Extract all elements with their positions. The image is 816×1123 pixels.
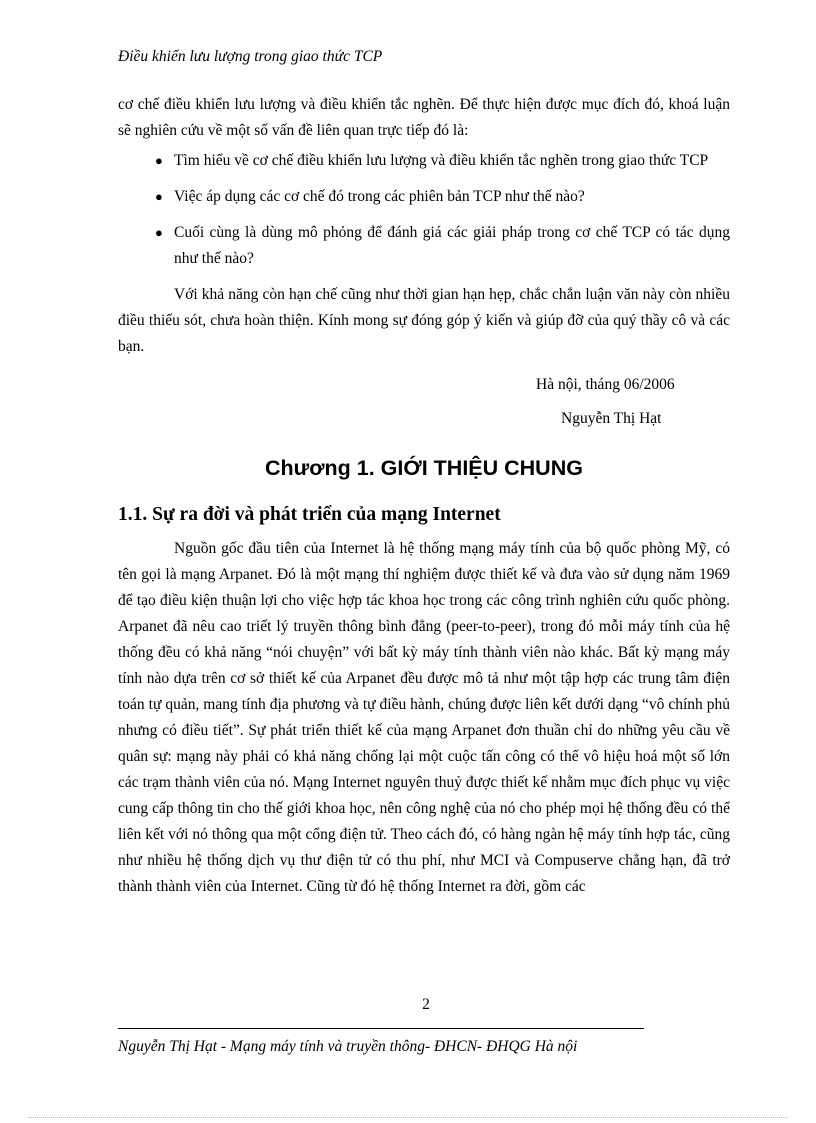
- footer-divider: [118, 1028, 644, 1029]
- section-paragraph: Nguồn gốc đầu tiên của Internet là hệ thống mạng máy tính của bộ quốc phòng Mỹ, có tên gọi là mạng Arpanet. Đó là một mạng thí nghiệm được thiết kế và đưa vào sử dụng năm 1969 để tạo điều kiện thuận lợi cho việc hợp tác khoa học trong các công trình nghiên cứu quốc phòng. Arpanet đã nêu cao triết lý truyền thông bình đẳng (peer-to-peer), trong đó mỗi máy tính của hệ thống đều có khả năng “nói chuyện” với bất kỳ máy tính thành viên nào khác. Bất kỳ mạng máy tính nào dựa trên cơ sở thiết kế của Arpanet đều được mô tả như một tập hợp các trung tâm điện toán tự quản, mang tính địa phương và tự điều hành, chúng được liên kết dưới dạng “vô chính phủ nhưng có điều tiết”. Sự phát triển thiết kế của mạng Arpanet đơn thuần chỉ do những yêu cầu về quân sự: mạng này phải có khả năng chống lại một cuộc tấn công có thể vô hiệu hoá một số lớn các trạm thành viên của nó. Mạng Internet nguyên thuỷ được thiết kế nhằm mục đích phục vụ việc cung cấp thông tin cho thế giới khoa học, nên công nghệ của nó cho phép mọi hệ thống đều có thể liên kết với nó thông qua một cổng điện tử. Theo cách đó, có hàng ngàn hệ máy tính hợp tác, cũng như nhiều hệ thống dịch vụ thư điện tử có thu phí, như MCI và Compuserve chẳng hạn, đã trở thành thành viên của Internet. Cũng từ đó hệ thống Internet ra đời, gồm các: [118, 540, 730, 895]
- intro-paragraph: cơ chế điều khiển lưu lượng và điều khiển tắc nghẽn. Để thực hiện được mục đích đó, khoá luận sẽ nghiên cứu về một số vấn đề liên quan trực tiếp đó là:: [118, 96, 730, 139]
- bullet-icon: ●: [155, 153, 163, 168]
- list-item: [118, 220, 730, 272]
- chapter-title: Chương 1. GIỚI THIỆU CHUNG: [265, 456, 583, 480]
- list-item: [118, 148, 730, 174]
- author-signature: Nguyễn Thị Hạt: [561, 410, 662, 427]
- page-number: 2: [422, 996, 430, 1013]
- list-item-text: Việc áp dụng các cơ chế đó trong các phiên bản TCP như thế nào?: [174, 188, 585, 205]
- bullet-icon: ●: [155, 189, 163, 204]
- section-title: 1.1. Sự ra đời và phát triển của mạng Internet: [118, 504, 501, 525]
- page-body: [118, 92, 730, 900]
- bullet-icon: ●: [155, 225, 163, 240]
- list-item: [118, 184, 730, 210]
- objectives-list: [118, 148, 730, 272]
- place-date: Hà nội, tháng 06/2006: [536, 376, 675, 393]
- running-header: Điều khiển lưu lượng trong giao thức TCP: [118, 48, 383, 65]
- list-item-text: Cuối cùng là dùng mô phỏng để đánh giá các giải pháp trong cơ chế TCP có tác dụng như thế nào?: [174, 224, 730, 267]
- closing-paragraph: Với khả năng còn hạn chế cũng như thời gian hạn hẹp, chắc chắn luận văn này còn nhiều điều thiếu sót, chưa hoàn thiện. Kính mong sự đóng góp ý kiến và giúp đỡ của quý thầy cô và các bạn.: [118, 286, 730, 355]
- running-footer: Nguyễn Thị Hạt - Mạng máy tính và truyền thông- ĐHCN- ĐHQG Hà nội: [118, 1038, 578, 1055]
- list-item-text: Tìm hiểu về cơ chế điều khiển lưu lượng và điều khiển tắc nghẽn trong giao thức TCP: [174, 152, 709, 169]
- page-edge-divider: [28, 1117, 788, 1118]
